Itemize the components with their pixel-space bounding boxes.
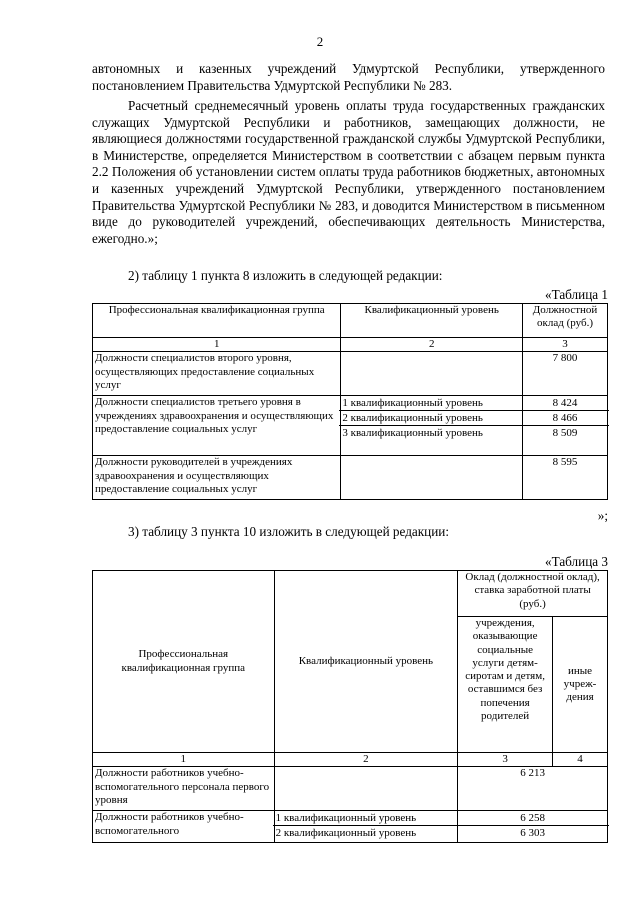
table1-col-number: 1: [93, 338, 341, 352]
table3-header-group: Профессиональная квалификационная группа: [93, 571, 275, 753]
paragraph-salary-level: Расчетный среднемесячный уровень оплаты труда государственных гражданских служащих Удмуртской Республики и работников, замещающих должности, не являющиеся должностями государственной гражданской службы Удмуртской Республики, в Министерстве, определяется Министерством в соответствии с абзацем первым пункта 2.2 Положения об установлении систем оплаты труда работников бюджетных, автономных и казенных учреждений Удмуртской Республики, утвержденного постановлением Правительства Удмуртской Республики № 283, и доводится Министерством в письменном виде до руководителей учреждений, обеспечивающих деятельность Министерства, ежегодно.»;: [92, 98, 605, 246]
table1-col-number: 2: [341, 338, 523, 352]
table-row: [93, 396, 608, 456]
table1-header-level: Квалификационный уровень: [341, 304, 523, 338]
table3-level-cell: 2 квалификационный уровень: [275, 827, 417, 840]
table1-level-cell: [341, 456, 523, 500]
paragraph-continuation: автономных и казенных учреждений Удмуртской Республики, утвержденного постановлением Правительства Удмуртской Республики № 283.: [92, 61, 605, 93]
table1-group-cell: Должности специалистов третьего уровня в учреждениях здравоохранения и осуществляющих предоставление социальных услуг: [93, 396, 341, 456]
table1-caption: «Таблица 1: [545, 287, 608, 302]
table1-value-cell: 7 800: [523, 352, 608, 396]
table3-group-cell: Должности работников учебно-вспомогательного персонала первого уровня: [93, 767, 275, 811]
table3-value-cell: 6 258: [456, 811, 609, 826]
table1-level-cell: [341, 352, 523, 396]
table3-header-other: иные учреж-дения: [553, 617, 608, 753]
table1-header-salary: Должностной оклад (руб.): [523, 304, 608, 338]
paragraph-table3-intro: 3) таблицу 3 пункта 10 изложить в следующей редакции:: [128, 524, 450, 539]
table1-group-cell: Должности специалистов второго уровня, осуществляющих предоставление социальных услуг: [93, 352, 341, 396]
table1-level-cell: 3 квалификационный уровень: [342, 427, 483, 440]
table1-value-cell: 8 424: [521, 396, 609, 411]
table3-value-cell: 6 303: [520, 827, 545, 840]
table3-value-cell: 6 213: [458, 767, 608, 811]
table-1: [92, 303, 608, 500]
table1-group-cell: Должности руководителей в учреждениях здравоохранения и осуществляющих предоставление социальных услуг: [93, 456, 341, 500]
table3-header-level: Квалификационный уровень: [274, 571, 458, 753]
table1-value-cell: 8 466: [521, 411, 609, 426]
table3-col-number: 1: [93, 753, 275, 767]
table3-level-cell: 1 квалификационный уровень: [273, 811, 460, 826]
table1-col-number: 3: [523, 338, 608, 352]
page-number: 2: [316, 34, 324, 49]
table3-group-cell: Должности работников учебно-вспомогательного: [93, 811, 275, 843]
paragraph-table1-intro: 2) таблицу 1 пункта 8 изложить в следующей редакции:: [128, 268, 443, 283]
table3-col-number: 4: [553, 753, 608, 767]
table1-header-group: Профессиональная квалификационная группа: [93, 304, 341, 338]
table-row: [93, 352, 608, 396]
table1-level-cell: 2 квалификационный уровень: [339, 411, 524, 426]
table3-level-cell: [274, 767, 458, 811]
table3-col-number: 3: [458, 753, 553, 767]
table-3: [92, 570, 608, 843]
table3-col-number: 2: [274, 753, 458, 767]
table1-closing: »;: [597, 508, 608, 523]
table1-value-cell: 8 595: [523, 456, 608, 500]
table-row: [93, 456, 608, 500]
table3-caption: «Таблица 3: [545, 554, 608, 569]
table3-header-orphans: учреждения, оказывающие социальные услуги детям-сиротам и детям, оставшимся без попечения родителей: [458, 617, 553, 753]
table1-level-cell: 1 квалификационный уровень: [339, 396, 524, 411]
table1-value-cell: 8 509: [552, 427, 578, 440]
table-row: [93, 767, 608, 811]
table3-header-salary: Оклад (должностной оклад), ставка заработной платы (руб.): [458, 571, 608, 617]
table-row: [93, 811, 608, 843]
